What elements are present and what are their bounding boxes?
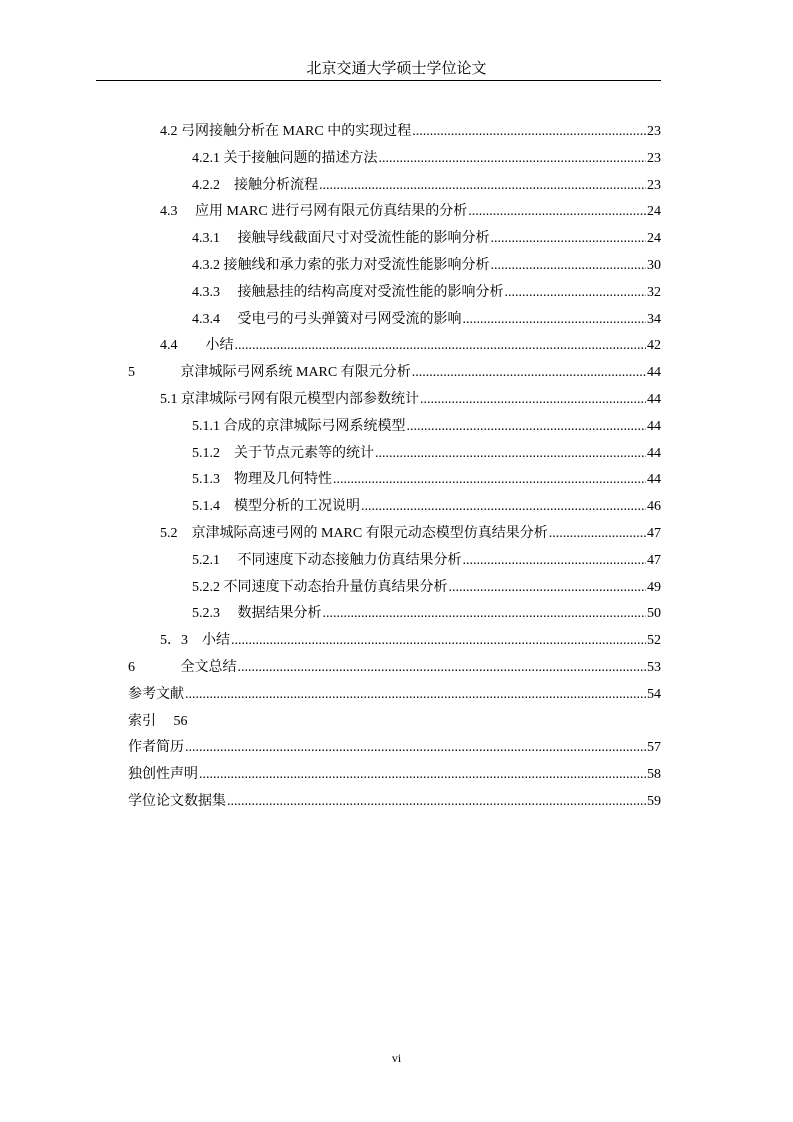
toc-dot-leader xyxy=(491,256,647,276)
toc-entry-page: 44 xyxy=(647,392,661,407)
toc-entry-label: 4.2.2 接触分析流程 xyxy=(192,177,318,193)
toc-dot-leader xyxy=(463,551,647,571)
toc-entry-page: 44 xyxy=(647,445,661,461)
toc-dot-leader xyxy=(238,658,647,678)
toc-dot-leader xyxy=(361,497,646,517)
toc-dot-leader xyxy=(407,417,647,437)
toc-entry-label: 作者简历 xyxy=(128,740,184,756)
toc-entry[interactable] xyxy=(160,518,661,544)
toc-dot-leader xyxy=(227,792,646,812)
toc-entry-page: 23 xyxy=(647,124,661,139)
toc-entry[interactable] xyxy=(192,572,661,598)
toc-entry-page: 52 xyxy=(647,633,661,649)
toc-entry[interactable] xyxy=(128,679,661,705)
toc-entry[interactable] xyxy=(128,706,661,732)
toc-dot-leader xyxy=(549,524,646,544)
toc-entry-page: 47 xyxy=(647,526,661,541)
toc-entry[interactable] xyxy=(128,732,661,758)
toc-entry[interactable] xyxy=(160,330,661,356)
toc-entry-page: 23 xyxy=(647,177,661,193)
page-number: vi xyxy=(391,1051,402,1065)
toc-entry-page: 32 xyxy=(647,284,661,300)
toc-entry-page: 47 xyxy=(647,552,661,568)
toc-entry-page: 34 xyxy=(647,311,661,327)
toc-dot-leader xyxy=(468,202,646,222)
toc-dot-leader xyxy=(505,283,647,303)
toc-entry-label: 5.1.4 模型分析的工况说明 xyxy=(192,499,360,515)
toc-dot-leader xyxy=(379,149,647,169)
toc-dot-leader xyxy=(449,578,647,598)
toc-dot-leader xyxy=(231,631,646,651)
toc-entry[interactable] xyxy=(192,491,661,517)
toc-entry[interactable] xyxy=(128,759,661,785)
toc-entry-label: 4.3.3 接触悬挂的结构高度对受流性能的影响分析 xyxy=(192,284,504,300)
toc-dot-leader xyxy=(375,444,646,464)
toc-entry-label: 独创性声明 xyxy=(128,767,198,783)
toc-entry[interactable] xyxy=(192,438,661,464)
toc-entry-label: 4.3 应用 MARC 进行弓网有限元仿真结果的分析 xyxy=(160,204,468,220)
toc-entry-label: 5 京津城际弓网系统 MARC 有限元分析 xyxy=(128,365,411,381)
toc-entry[interactable] xyxy=(192,464,661,490)
toc-entry[interactable] xyxy=(192,250,661,276)
toc-entry-page: 59 xyxy=(647,794,661,809)
toc-entry[interactable] xyxy=(160,116,661,142)
toc-entry-page: 58 xyxy=(647,767,661,783)
toc-entry-page: 44 xyxy=(647,472,661,488)
toc-entry-page: 24 xyxy=(647,231,661,247)
toc-entry-label: 参考文献 xyxy=(128,686,184,702)
toc-entry-page: 50 xyxy=(647,606,661,622)
toc-dot-leader xyxy=(333,470,646,490)
toc-dot-leader xyxy=(199,765,646,785)
toc-entry-label: 5.1.2 关于节点元素等的统计 xyxy=(192,445,374,461)
toc-entry[interactable] xyxy=(128,357,661,383)
toc-entry-label: 4.4 小结 xyxy=(160,338,234,354)
toc-dot-leader xyxy=(235,336,647,356)
toc-entry-page: 49 xyxy=(647,579,661,595)
toc-entry-page: 23 xyxy=(647,150,661,166)
toc-entry[interactable] xyxy=(192,304,661,330)
toc-entry[interactable] xyxy=(128,786,661,812)
toc-entry-label: 5.1.3 物理及几何特性 xyxy=(192,472,332,488)
toc-entry-label: 索引 56 xyxy=(128,713,188,729)
toc-entry[interactable] xyxy=(160,196,661,222)
toc-entry[interactable] xyxy=(128,652,661,678)
toc-entry-label: 4.3.2 接触线和承力索的张力对受流性能影响分析 xyxy=(192,258,490,273)
toc-entry[interactable] xyxy=(192,277,661,303)
toc-entry-label: 学位论文数据集 xyxy=(128,794,226,809)
toc-entry-page: 42 xyxy=(647,338,661,354)
toc-dot-leader xyxy=(185,685,646,705)
toc-entry[interactable] xyxy=(192,143,661,169)
toc-entry-page: 44 xyxy=(647,365,661,381)
toc-entry-label: 6 全文总结 xyxy=(128,660,237,675)
toc-entry-page: 30 xyxy=(647,258,661,273)
toc-entry[interactable] xyxy=(192,411,661,437)
running-header-title: 北京交通大学硕士学位论文 xyxy=(306,61,487,77)
toc-entry[interactable] xyxy=(192,170,661,196)
toc-dot-leader xyxy=(412,363,646,383)
toc-entry[interactable] xyxy=(160,384,661,410)
toc-entry-page: 44 xyxy=(647,418,661,434)
toc-dot-leader xyxy=(323,604,647,624)
toc-entry-label: 5.1.1 合成的京津城际弓网系统模型 xyxy=(192,418,406,434)
toc-dot-leader xyxy=(420,390,646,410)
toc-dot-leader xyxy=(185,738,646,758)
toc-entry-label: 5.2.3 数据结果分析 xyxy=(192,606,322,622)
header-rule xyxy=(96,80,661,81)
toc-entry[interactable] xyxy=(160,625,661,651)
toc-entry-page: 53 xyxy=(647,660,661,675)
toc-entry-label: 5.1 京津城际弓网有限元模型内部参数统计 xyxy=(160,392,419,407)
toc-dot-leader xyxy=(412,122,646,142)
toc-entry[interactable] xyxy=(192,545,661,571)
toc-entry-label: 5．3 小结 xyxy=(160,633,230,649)
toc-entry-label: 5.2.2 不同速度下动态抬升量仿真结果分析 xyxy=(192,579,448,595)
toc-dot-leader xyxy=(491,229,647,249)
toc-entry-label: 4.2.1 关于接触问题的描述方法 xyxy=(192,150,378,166)
toc-dot-leader xyxy=(463,310,647,330)
toc-entry-page: 46 xyxy=(647,499,661,515)
toc-entry-label: 4.3.1 接触导线截面尺寸对受流性能的影响分析 xyxy=(192,231,490,247)
toc-dot-leader xyxy=(319,176,646,196)
toc-entry-label: 5.2 京津城际高速弓网的 MARC 有限元动态模型仿真结果分析 xyxy=(160,526,548,541)
toc-entry-page: 54 xyxy=(647,686,661,702)
toc-entry-page: 24 xyxy=(647,204,661,220)
toc-entry-label: 5.2.1 不同速度下动态接触力仿真结果分析 xyxy=(192,552,462,568)
toc-entry[interactable] xyxy=(192,598,661,624)
toc-entry-page: 57 xyxy=(647,740,661,756)
toc-entry-label: 4.2 弓网接触分析在 MARC 中的实现过程 xyxy=(160,124,412,139)
toc-entry[interactable] xyxy=(192,223,661,249)
toc-entry-label: 4.3.4 受电弓的弓头弹簧对弓网受流的影响 xyxy=(192,311,462,327)
